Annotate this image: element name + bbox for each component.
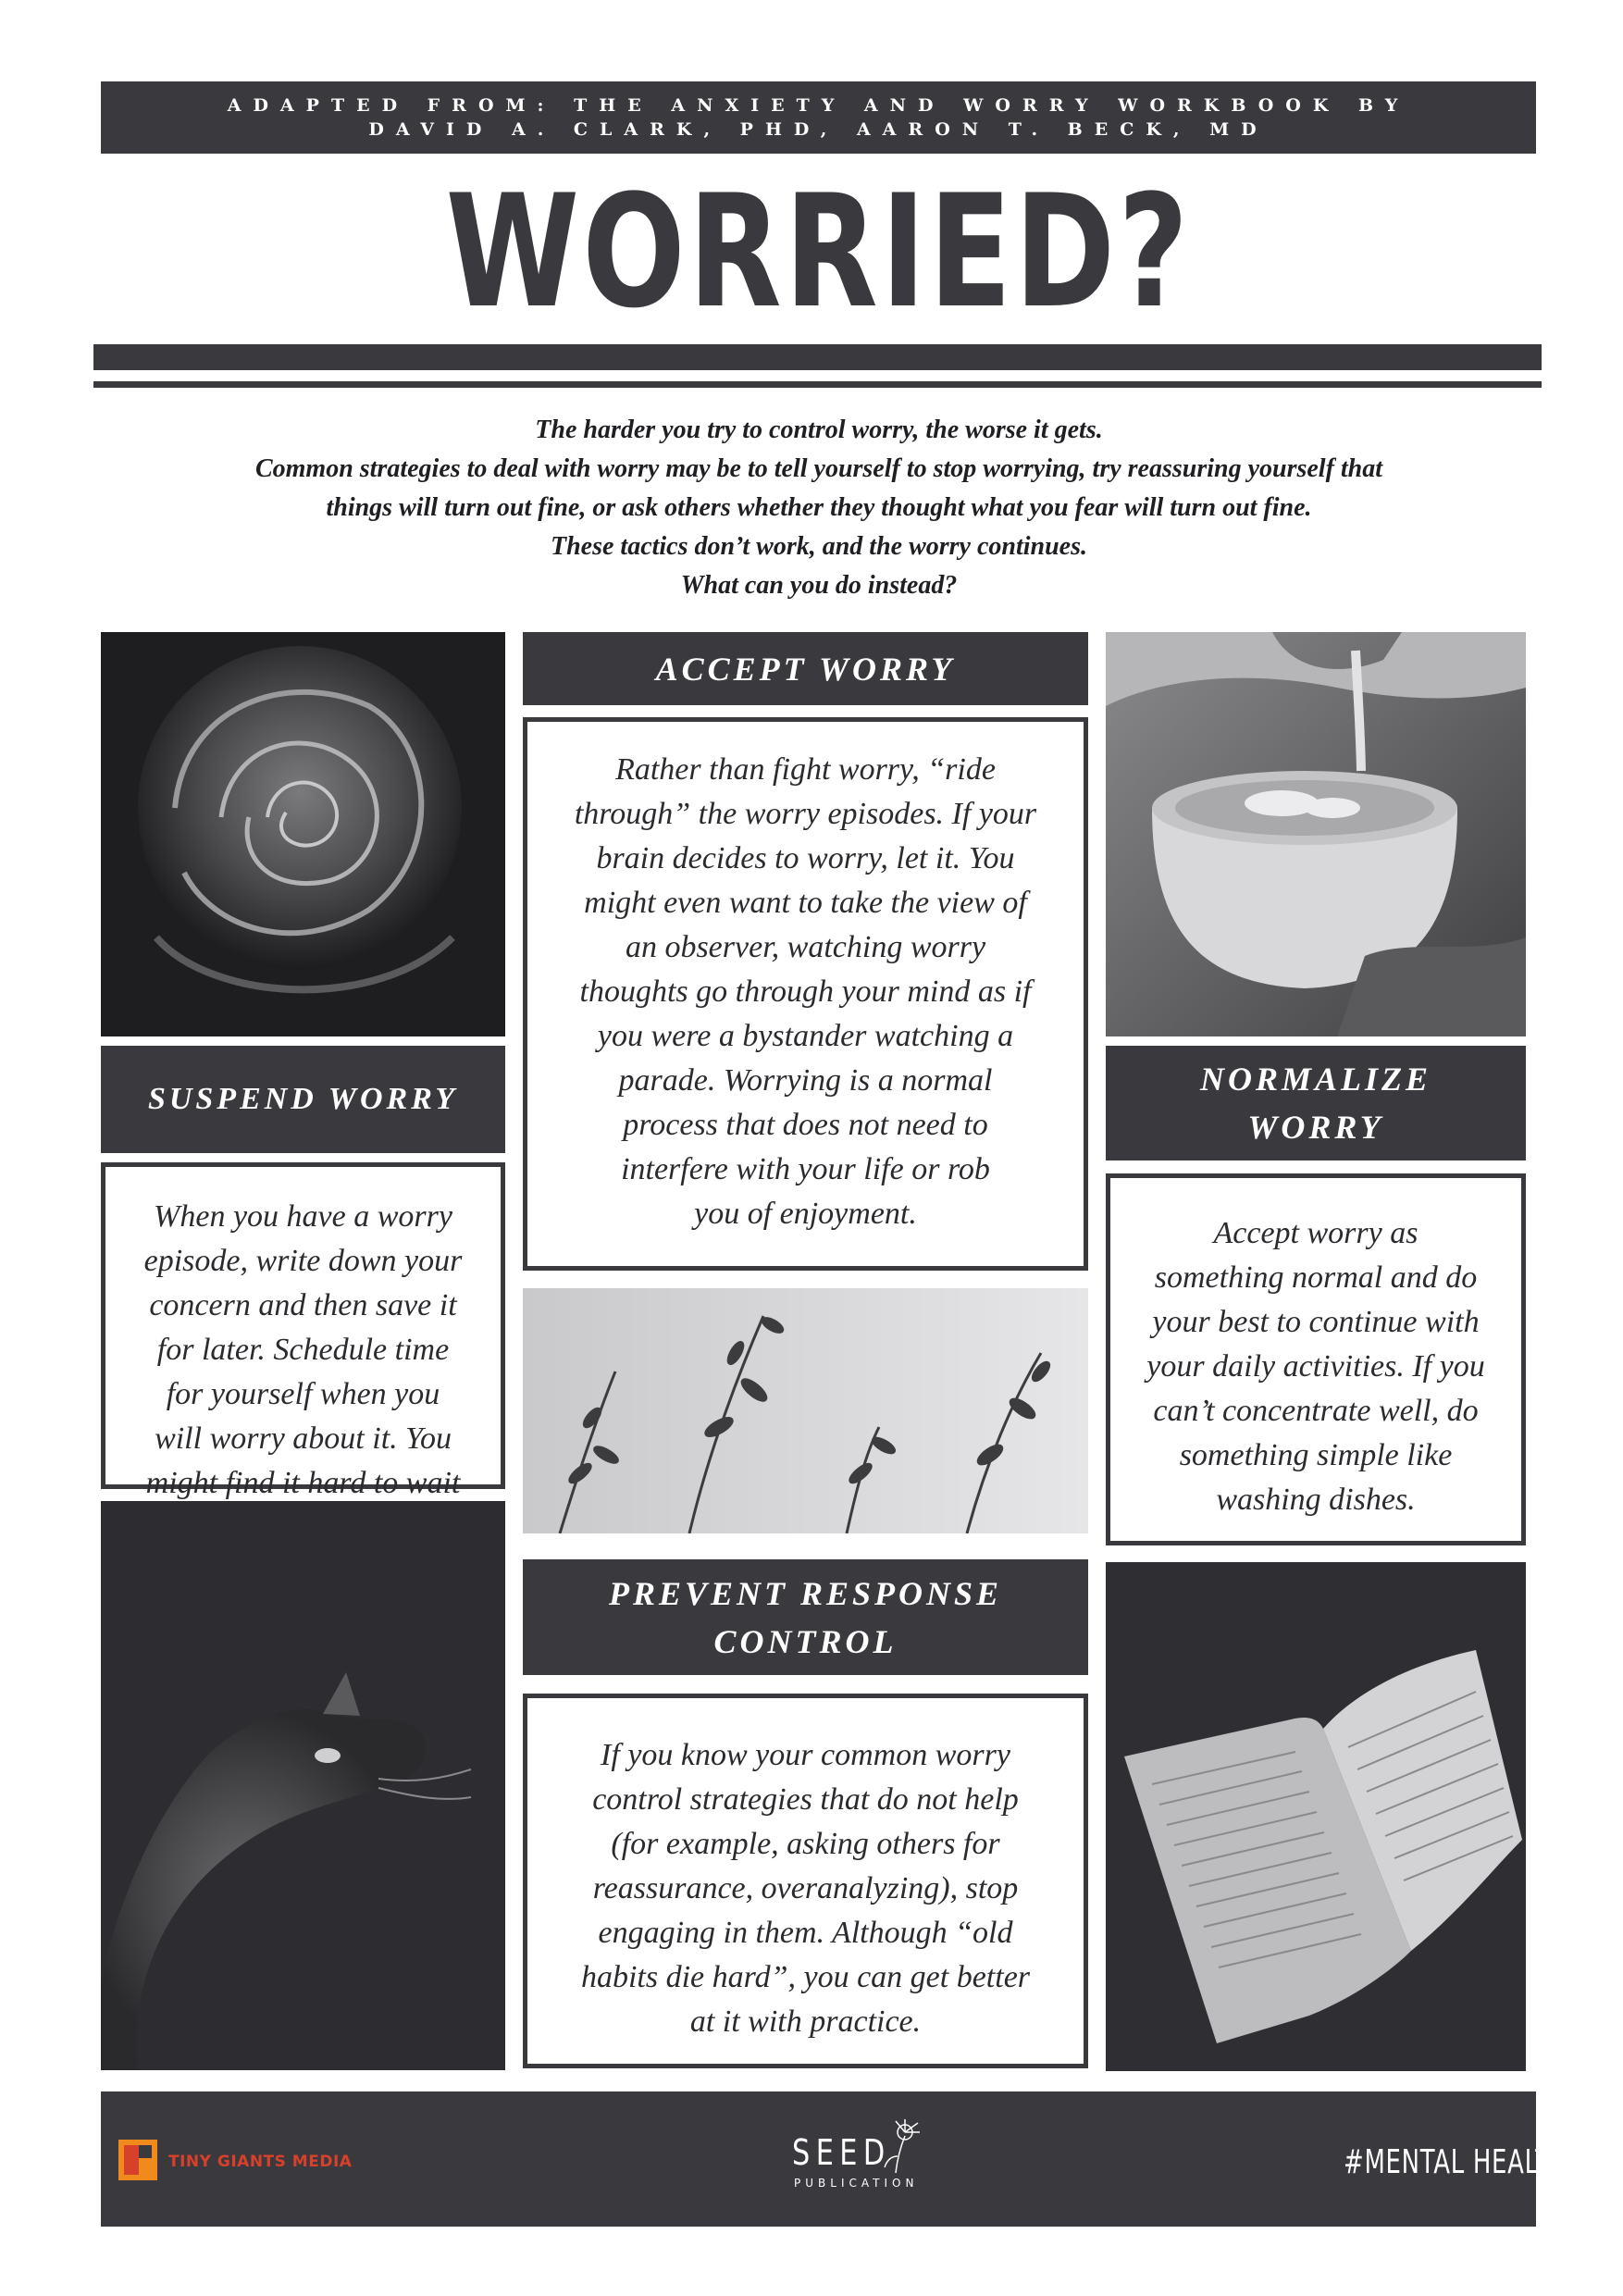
body-line: washing dishes. bbox=[1216, 1483, 1416, 1517]
tiny-giants-logo-icon bbox=[118, 2140, 157, 2180]
body-line: will worry about it. You bbox=[155, 1421, 452, 1456]
prevent-response-control-heading bbox=[523, 1559, 1088, 1675]
body-line: something simple like bbox=[1179, 1438, 1453, 1472]
intro-paragraph bbox=[111, 411, 1527, 605]
body-line: episode, write down your bbox=[143, 1244, 463, 1278]
body-line: your best to continue with bbox=[1152, 1305, 1480, 1339]
cat-photo bbox=[101, 1501, 505, 2070]
body-line: If you know your common worry bbox=[601, 1738, 1010, 1772]
body-line: interfere with your life or rob bbox=[621, 1152, 990, 1186]
open-book-photo bbox=[1106, 1562, 1526, 2071]
heading-line: SUSPEND WORRY bbox=[147, 1082, 459, 1116]
divider-thin bbox=[93, 381, 1542, 388]
heading-line: WORRY bbox=[1247, 1109, 1384, 1146]
body-line: might find it hard to wait bbox=[145, 1466, 461, 1500]
seed-logo-subtitle: PUBLICATION bbox=[794, 2177, 919, 2190]
body-line: you were a bystander watching a bbox=[597, 1019, 1014, 1053]
heading-line: NORMALIZE bbox=[1199, 1061, 1432, 1098]
heading-line: CONTROL bbox=[713, 1622, 898, 1660]
body-line: for yourself when you bbox=[166, 1377, 440, 1411]
accept-worry-text bbox=[523, 717, 1088, 1271]
intro-line: What can you do instead? bbox=[680, 571, 958, 600]
body-line: something normal and do bbox=[1154, 1260, 1478, 1295]
divider-thick bbox=[93, 344, 1542, 370]
suspend-worry-text bbox=[101, 1162, 505, 1500]
source-line-1: ADAPTED FROM: THE ANXIETY AND WORRY WORKBOOK BY bbox=[227, 95, 1410, 116]
body-line: control strategies that do not help bbox=[592, 1782, 1019, 1817]
body-line: your daily activities. If you bbox=[1146, 1349, 1485, 1384]
latte-photo bbox=[1106, 632, 1526, 1036]
body-line: at it with practice. bbox=[689, 2004, 922, 2039]
body-line: concern and then save it bbox=[149, 1288, 457, 1322]
body-line: reassurance, overanalyzing), stop bbox=[592, 1871, 1019, 1905]
heading-line: PREVENT RESPONSE bbox=[608, 1574, 1003, 1612]
body-line: (for example, asking others for bbox=[611, 1827, 1000, 1861]
body-line: might even want to take the view of bbox=[584, 886, 1027, 920]
seed-logo-word: SEED bbox=[792, 2132, 891, 2173]
body-line: engaging in them. Although “old bbox=[598, 1916, 1013, 1950]
body-line: Rather than fight worry, “ride bbox=[615, 752, 996, 787]
normalize-worry-heading bbox=[1106, 1046, 1526, 1160]
body-line: for later. Schedule time bbox=[156, 1333, 450, 1367]
prevent-response-control-text bbox=[523, 1694, 1088, 2068]
body-line: process that does not need to bbox=[623, 1108, 988, 1142]
suspend-worry-heading bbox=[101, 1046, 505, 1153]
body-line: thoughts go through your mind as if bbox=[579, 974, 1032, 1009]
body-line: you of enjoyment. bbox=[694, 1197, 917, 1231]
accept-worry-heading bbox=[523, 632, 1088, 705]
body-line: When you have a worry bbox=[154, 1199, 452, 1234]
seed-publication-logo bbox=[787, 2119, 935, 2203]
dandelion-icon bbox=[877, 2119, 931, 2175]
rose-photo bbox=[101, 632, 505, 1036]
intro-line: things will turn out fine, or ask others whether they thought what you fear will turn out fine. bbox=[326, 493, 1312, 522]
intro-line: The harder you try to control worry, the worse it gets. bbox=[535, 416, 1103, 444]
body-line: Accept worry as bbox=[1213, 1216, 1419, 1250]
normalize-worry-text bbox=[1106, 1173, 1526, 1545]
tiny-giants-logo-text: TINY GIANTS MEDIA bbox=[168, 2153, 353, 2171]
source-banner bbox=[101, 81, 1536, 154]
body-line: brain decides to worry, let it. You bbox=[596, 841, 1015, 875]
body-line: habits die hard”, you can get better bbox=[580, 1960, 1031, 1994]
intro-line: These tactics don’t work, and the worry continues. bbox=[550, 532, 1087, 561]
hashtag-mental-health: #MENTAL HEALTH bbox=[1344, 2143, 1569, 2181]
page-title: WORRIED? bbox=[445, 161, 1192, 342]
intro-line: Common strategies to deal with worry may be to tell yourself to stop worrying, try reassuring yourself that bbox=[254, 454, 1383, 483]
heading-line: ACCEPT WORRY bbox=[655, 650, 956, 688]
plant-sprigs-photo bbox=[523, 1288, 1088, 1533]
body-line: an observer, watching worry bbox=[625, 930, 986, 964]
body-line: parade. Worrying is a normal bbox=[618, 1063, 993, 1098]
body-line: through” the worry episodes. If your bbox=[574, 797, 1037, 831]
body-line: can’t concentrate well, do bbox=[1153, 1394, 1479, 1428]
source-line-2: DAVID A. CLARK, PHD, AARON T. BECK, MD bbox=[368, 119, 1269, 140]
